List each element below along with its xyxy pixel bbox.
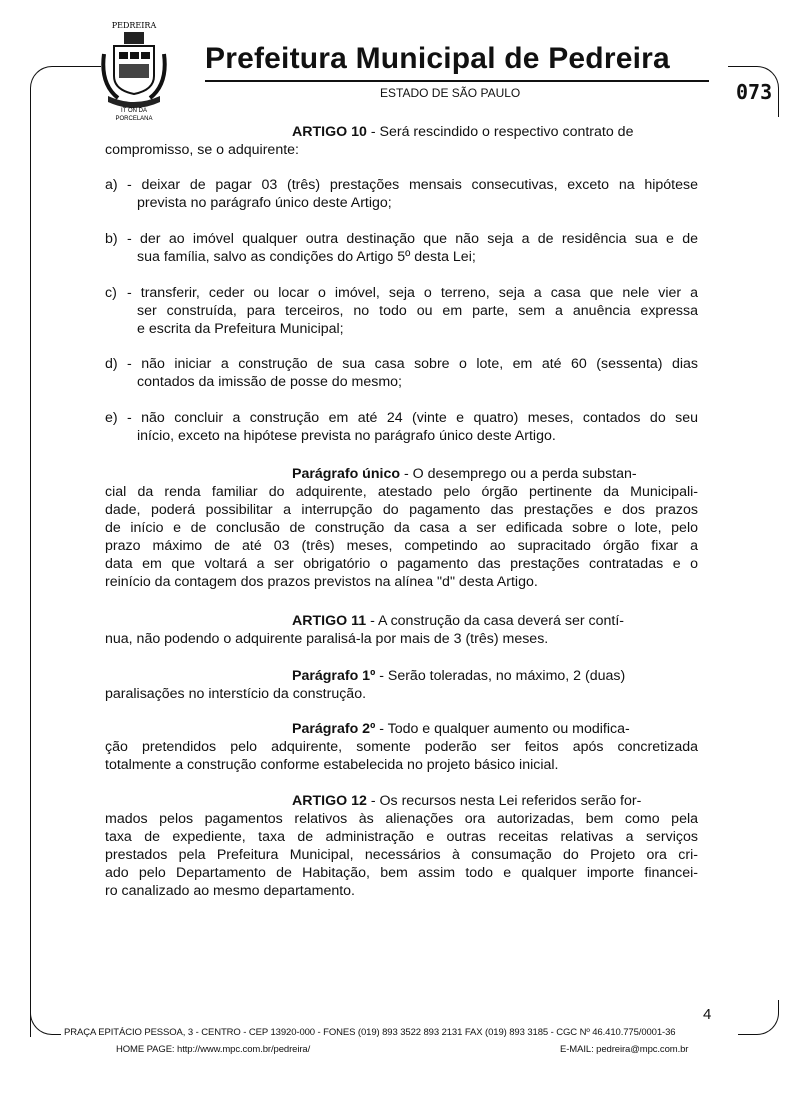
par1-text: - Serão toleradas, no máximo, 2 (duas) [375, 668, 626, 684]
par_unico-line: de início e de conclusão de construção da casa a ser edificada sobre o lote, pelo [105, 520, 698, 536]
list-item-text: início, exceto na hipótese prevista no parágrafo único deste Artigo. [137, 428, 556, 444]
par2-heading: Parágrafo 2º [292, 721, 376, 737]
art10-line1 [292, 123, 633, 141]
list-item-text: - não iniciar a construção de sua casa sobre o lote, em até 60 (sessenta) dias [127, 356, 698, 372]
par_unico-line: dade, poderá possibilitar a interrupção do pagamento das prestações e dos prazos [105, 502, 698, 518]
list-item-text: - der ao imóvel qualquer outra destinação que não seja a de residência sua e de [127, 231, 698, 247]
title-underline [205, 80, 709, 82]
list-item-label: a) [105, 177, 118, 193]
art12-line: mados pelos pagamentos relativos às alienações ora autorizadas, bem como pela [105, 811, 698, 827]
page-title: Prefeitura Municipal de Pedreira [205, 42, 670, 75]
footer-email: E-MAIL: pedreira@mpc.com.br [560, 1044, 689, 1055]
svg-text:IT ON DA: IT ON DA [121, 108, 147, 114]
list-item-text: contados da imissão de posse do mesmo; [137, 374, 402, 390]
art11-text: - A construção da casa deverá ser contí- [366, 613, 624, 629]
art12-text: - Os recursos nesta Lei referidos serão for- [366, 793, 642, 809]
page-code: 073 [736, 80, 773, 104]
list-item-text: - deixar de pagar 03 (três) prestações mensais consecutivas, exceto na hipótese [127, 177, 698, 193]
art10-text: - Será rescindido o respectivo contrato de [366, 124, 634, 140]
par1-line1 [292, 667, 625, 685]
art12-line1 [292, 792, 641, 810]
footer-address: PRAÇA EPITÁCIO PESSOA, 3 - CENTRO - CEP 13920-000 - FONES (019) 893 3522 893 2131 FAX (019) 893 3185 - CGC Nº 46.410.775/0001-36 [64, 1027, 676, 1038]
list-item-text: - transferir, ceder ou locar o imóvel, seja o terreno, seja a casa que nele vier a [127, 285, 698, 301]
frame-left-top [30, 66, 101, 1037]
par_unico-line: prazo máximo de até 03 (três) meses, competindo ao supracitado órgão fixar a [105, 538, 698, 554]
par_unico-line: cial da renda familiar do adquirente, atestado pelo órgão pertinente da Municipali- [105, 484, 698, 500]
footer-homepage: HOME PAGE: http://www.mpc.com.br/pedreira/ [116, 1044, 311, 1055]
art12-line: ro canalizado ao mesmo departamento. [105, 883, 355, 899]
art11-heading: ARTIGO 11 [292, 613, 367, 629]
par2-line1 [292, 720, 630, 738]
par-unico-line1 [292, 465, 637, 483]
art12-line: taxa de expediente, taxa de administração e outras receitas relativas a serviços [105, 829, 698, 845]
par_unico-line: reinício da contagem dos prazos previstos na alínea "d" desta Artigo. [105, 574, 538, 590]
art12-line: ado pelo Departamento de Habitação, bem assim todo e qualquer importe financei- [105, 865, 698, 881]
art12-heading: ARTIGO 12 [292, 793, 367, 809]
par1-heading: Parágrafo 1º [292, 668, 376, 684]
art11-line: nua, não podendo o adquirente paralisá-la por mais de 3 (três) meses. [105, 631, 549, 647]
list-item-label: d) [105, 356, 118, 372]
par2-line: totalmente a construção conforme estabelecida no projeto básico inicial. [105, 757, 559, 773]
par_unico-line: data em que voltará a ser obrigatório o pagamento das prestações contratadas e o [105, 556, 698, 572]
par1-line: paralisações no interstício da construção. [105, 686, 367, 702]
par2-text: - Todo e qualquer aumento ou modifica- [375, 721, 630, 737]
list-item-label: e) [105, 410, 118, 426]
page-number: 4 [703, 1006, 712, 1023]
list-item-text: ser construída, para terceiros, no todo ou em parte, sem a anuência expressa [137, 303, 698, 319]
par-unico-text: - O desemprego ou a perda substan- [400, 466, 637, 482]
svg-text:PEDREIRA: PEDREIRA [111, 21, 157, 30]
art10-line2: compromisso, se o adquirente: [105, 142, 299, 158]
list-item-label: b) [105, 231, 118, 247]
par2-line: ção pretendidos pelo adquirente, somente poderão ser feitos após concretizada [105, 739, 698, 755]
list-item-text: sua família, salvo as condições do Artigo 5º desta Lei; [137, 249, 476, 265]
list-item-text: prevista no parágrafo único deste Artigo; [137, 195, 392, 211]
list-item-text: - não concluir a construção em até 24 (vinte e quatro) meses, contados do seu [127, 410, 698, 426]
art10-heading: ARTIGO 10 [292, 124, 367, 140]
list-item-text: e escrita da Prefeitura Municipal; [137, 321, 344, 337]
art12-line: prestados pela Prefeitura Municipal, necessários à consumação do Projeto ora cri- [105, 847, 698, 863]
par-unico-heading: Parágrafo único [292, 466, 401, 482]
svg-text:PORCELANA: PORCELANA [115, 116, 153, 122]
list-item-label: c) [105, 285, 117, 301]
frame-right-bottom [738, 1000, 779, 1035]
art11-line1 [292, 612, 624, 630]
coat-of-arms-logo [100, 14, 168, 122]
state-subtitle: ESTADO DE SÃO PAULO [380, 86, 521, 100]
